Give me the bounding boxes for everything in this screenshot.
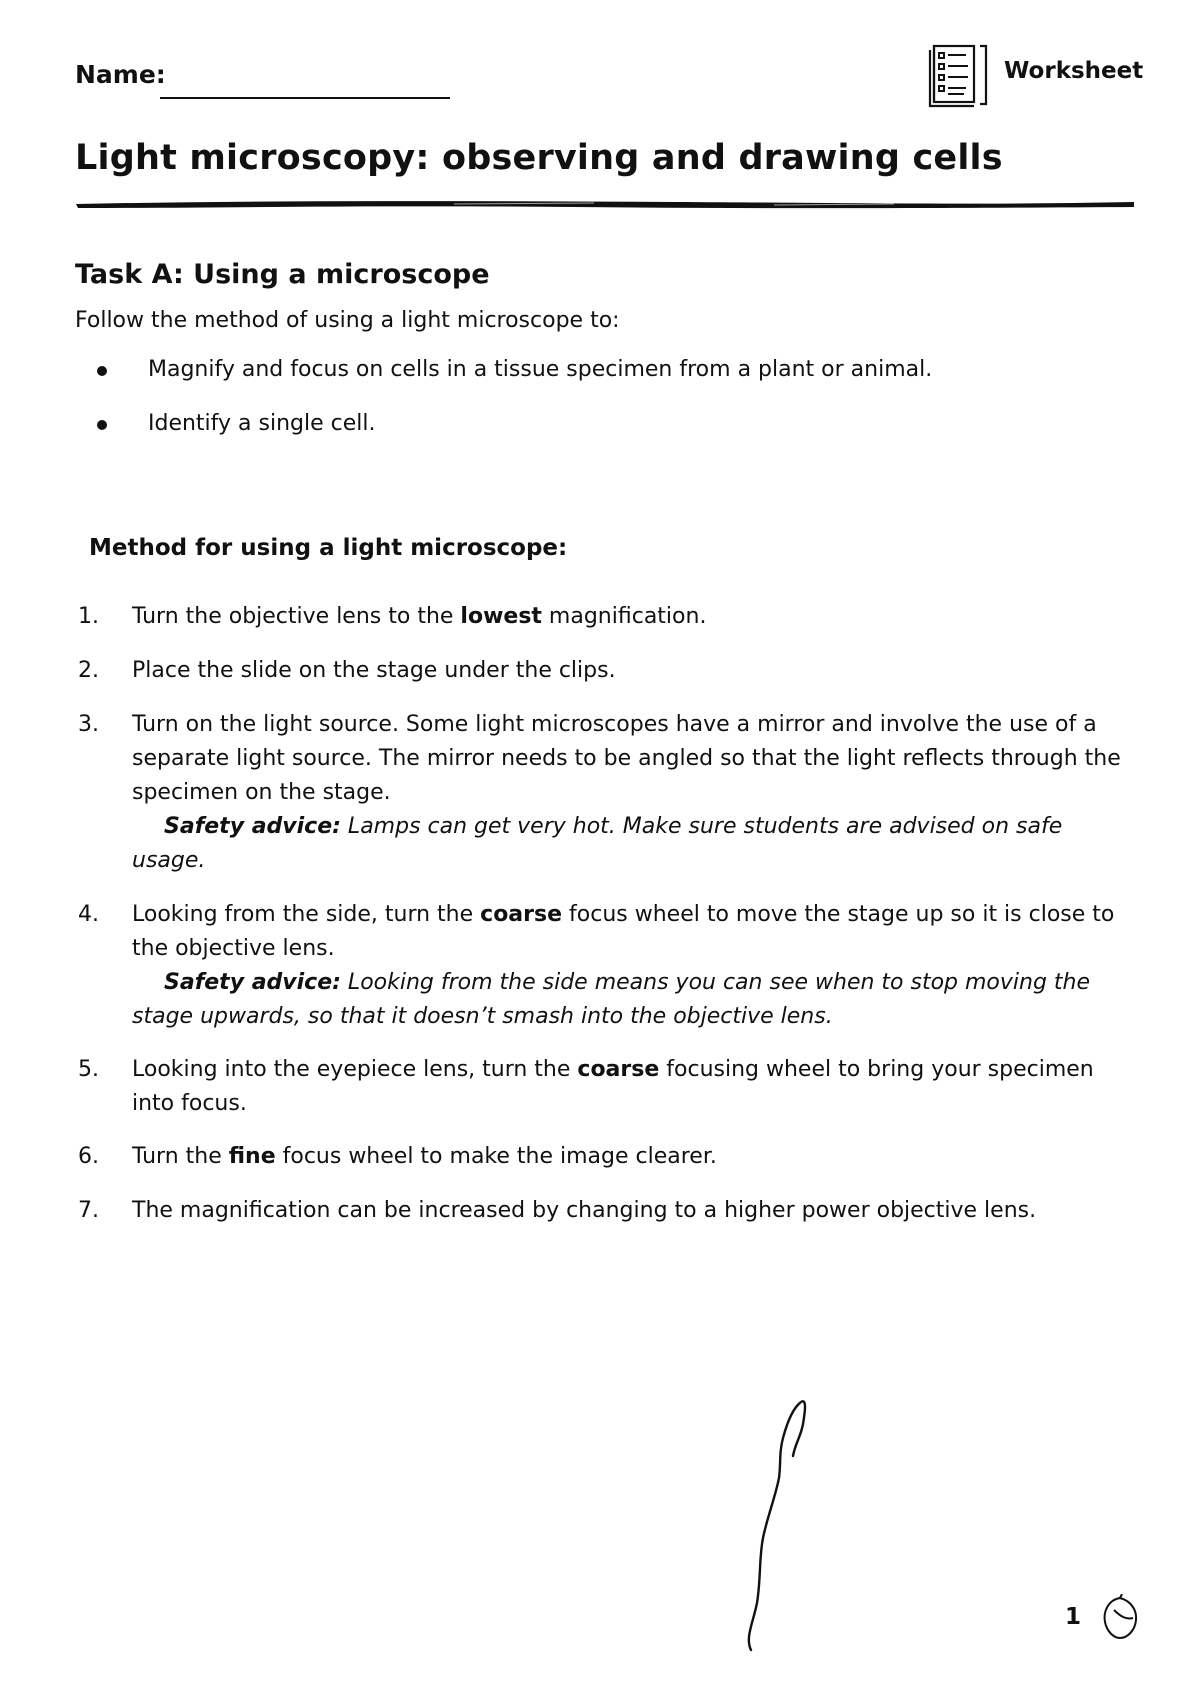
step-emphasis: coarse: [480, 902, 563, 927]
step-number: 3.: [78, 712, 99, 737]
step-text: magnification.: [541, 604, 707, 629]
bullet-icon: [97, 420, 107, 430]
bullet-text: Identify a single cell.: [148, 411, 376, 436]
step-text: Turn the: [132, 1144, 229, 1169]
step-text: Place the slide on the stage under the clips.: [132, 658, 616, 683]
acorn-logo-icon: [1100, 1594, 1140, 1646]
safety-label: Safety advice:: [164, 970, 341, 995]
step-text: Looking into the eyepiece lens, turn the: [132, 1057, 578, 1082]
task-a-intro: Follow the method of using a light microscope to:: [75, 308, 620, 333]
title-divider: [74, 196, 1136, 216]
worksheet-label: Worksheet: [1004, 58, 1144, 84]
method-heading: Method for using a light microscope:: [89, 535, 568, 561]
bullet-text: Magnify and focus on cells in a tissue specimen from a plant or animal.: [148, 357, 933, 382]
step-text: Turn on the light source. Some light microscopes have a mirror and involve the use of a separate light source. The mirror needs to be angled so that the light reflects through the specimen on the stage.: [132, 712, 1121, 805]
task-a-heading: Task A: Using a microscope: [75, 259, 490, 290]
step-number: 6.: [78, 1144, 99, 1169]
method-step-5: [78, 1053, 1123, 1121]
bullet-icon: [97, 366, 107, 376]
step-text: The magnification can be increased by changing to a higher power objective lens.: [132, 1198, 1037, 1223]
handwritten-mark: [735, 1398, 825, 1662]
step-number: 4.: [78, 902, 99, 927]
page-number: 1: [1065, 1604, 1082, 1630]
step-number: 5.: [78, 1057, 99, 1082]
safety-text: Looking from the side means you can see when to stop moving the stage upwards, so that it doesn’t smash into the objective lens.: [132, 970, 1091, 1029]
step-number: 7.: [78, 1198, 99, 1223]
step-number: 1.: [78, 604, 99, 629]
method-step-1: [78, 600, 1123, 634]
method-step-7: [78, 1194, 1123, 1228]
method-step-3: [78, 708, 1123, 878]
step-emphasis: coarse: [577, 1057, 660, 1082]
safety-advice: [132, 810, 1123, 878]
method-step-6: [78, 1140, 1123, 1174]
name-input-line[interactable]: [160, 97, 450, 99]
method-step-2: [78, 654, 1123, 688]
name-label: Name:: [75, 60, 166, 89]
step-number: 2.: [78, 658, 99, 683]
step-text: focus wheel to move the stage up so it is close to the objective lens.: [132, 902, 1115, 961]
step-text: focus wheel to make the image clearer.: [275, 1144, 717, 1169]
page-title: Light microscopy: observing and drawing cells: [75, 138, 1003, 178]
step-emphasis: lowest: [460, 604, 542, 629]
safety-label: Safety advice:: [164, 814, 341, 839]
step-emphasis: fine: [228, 1144, 276, 1169]
worksheet-icon: [928, 42, 990, 114]
safety-advice: [132, 966, 1123, 1034]
safety-text: Lamps can get very hot. Make sure students are advised on safe usage.: [132, 814, 1063, 873]
step-text: Turn the objective lens to the: [132, 604, 461, 629]
step-text: Looking from the side, turn the: [132, 902, 481, 927]
step-text: focusing wheel to bring your specimen into focus.: [132, 1057, 1094, 1116]
method-step-4: [78, 898, 1123, 1034]
